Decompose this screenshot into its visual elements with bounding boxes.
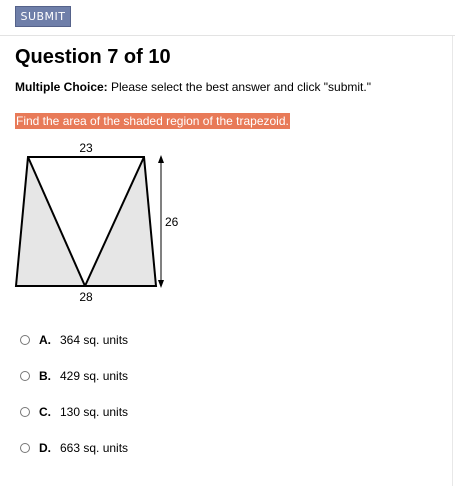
height-label: 26 (165, 215, 179, 229)
instructions (15, 80, 371, 94)
trapezoid-figure (0, 136, 200, 306)
instructions-text: Please select the best answer and click "submit." (107, 80, 371, 94)
height-arrow-head-top (158, 155, 164, 163)
choice-letter: D. (39, 441, 51, 455)
height-arrow-head-bottom (158, 280, 164, 288)
choice-letter: B. (39, 369, 51, 383)
choice-text: 429 sq. units (60, 369, 129, 383)
right-border (452, 36, 453, 486)
question-prompt: Find the area of the shaded region of the trapezoid. (16, 114, 289, 128)
choice-b[interactable] (20, 358, 128, 394)
page-title: Question 7 of 10 (15, 46, 171, 68)
radio-button[interactable] (20, 443, 30, 453)
choice-text: 663 sq. units (60, 441, 129, 455)
top-base-label: 23 (79, 141, 93, 155)
submit-button[interactable]: SUBMIT (15, 6, 71, 27)
choice-text: 130 sq. units (60, 405, 129, 419)
header-divider (0, 35, 455, 36)
bottom-base-label: 28 (79, 290, 93, 304)
choice-letter: C. (39, 405, 51, 419)
choice-letter: A. (39, 333, 51, 347)
choice-a[interactable] (20, 322, 128, 358)
choice-d[interactable] (20, 430, 128, 466)
answer-choices (20, 322, 128, 466)
radio-button[interactable] (20, 407, 30, 417)
instructions-label: Multiple Choice: (15, 80, 108, 94)
choice-text: 364 sq. units (60, 333, 129, 347)
choice-c[interactable] (20, 394, 128, 430)
radio-button[interactable] (20, 371, 30, 381)
radio-button[interactable] (20, 335, 30, 345)
